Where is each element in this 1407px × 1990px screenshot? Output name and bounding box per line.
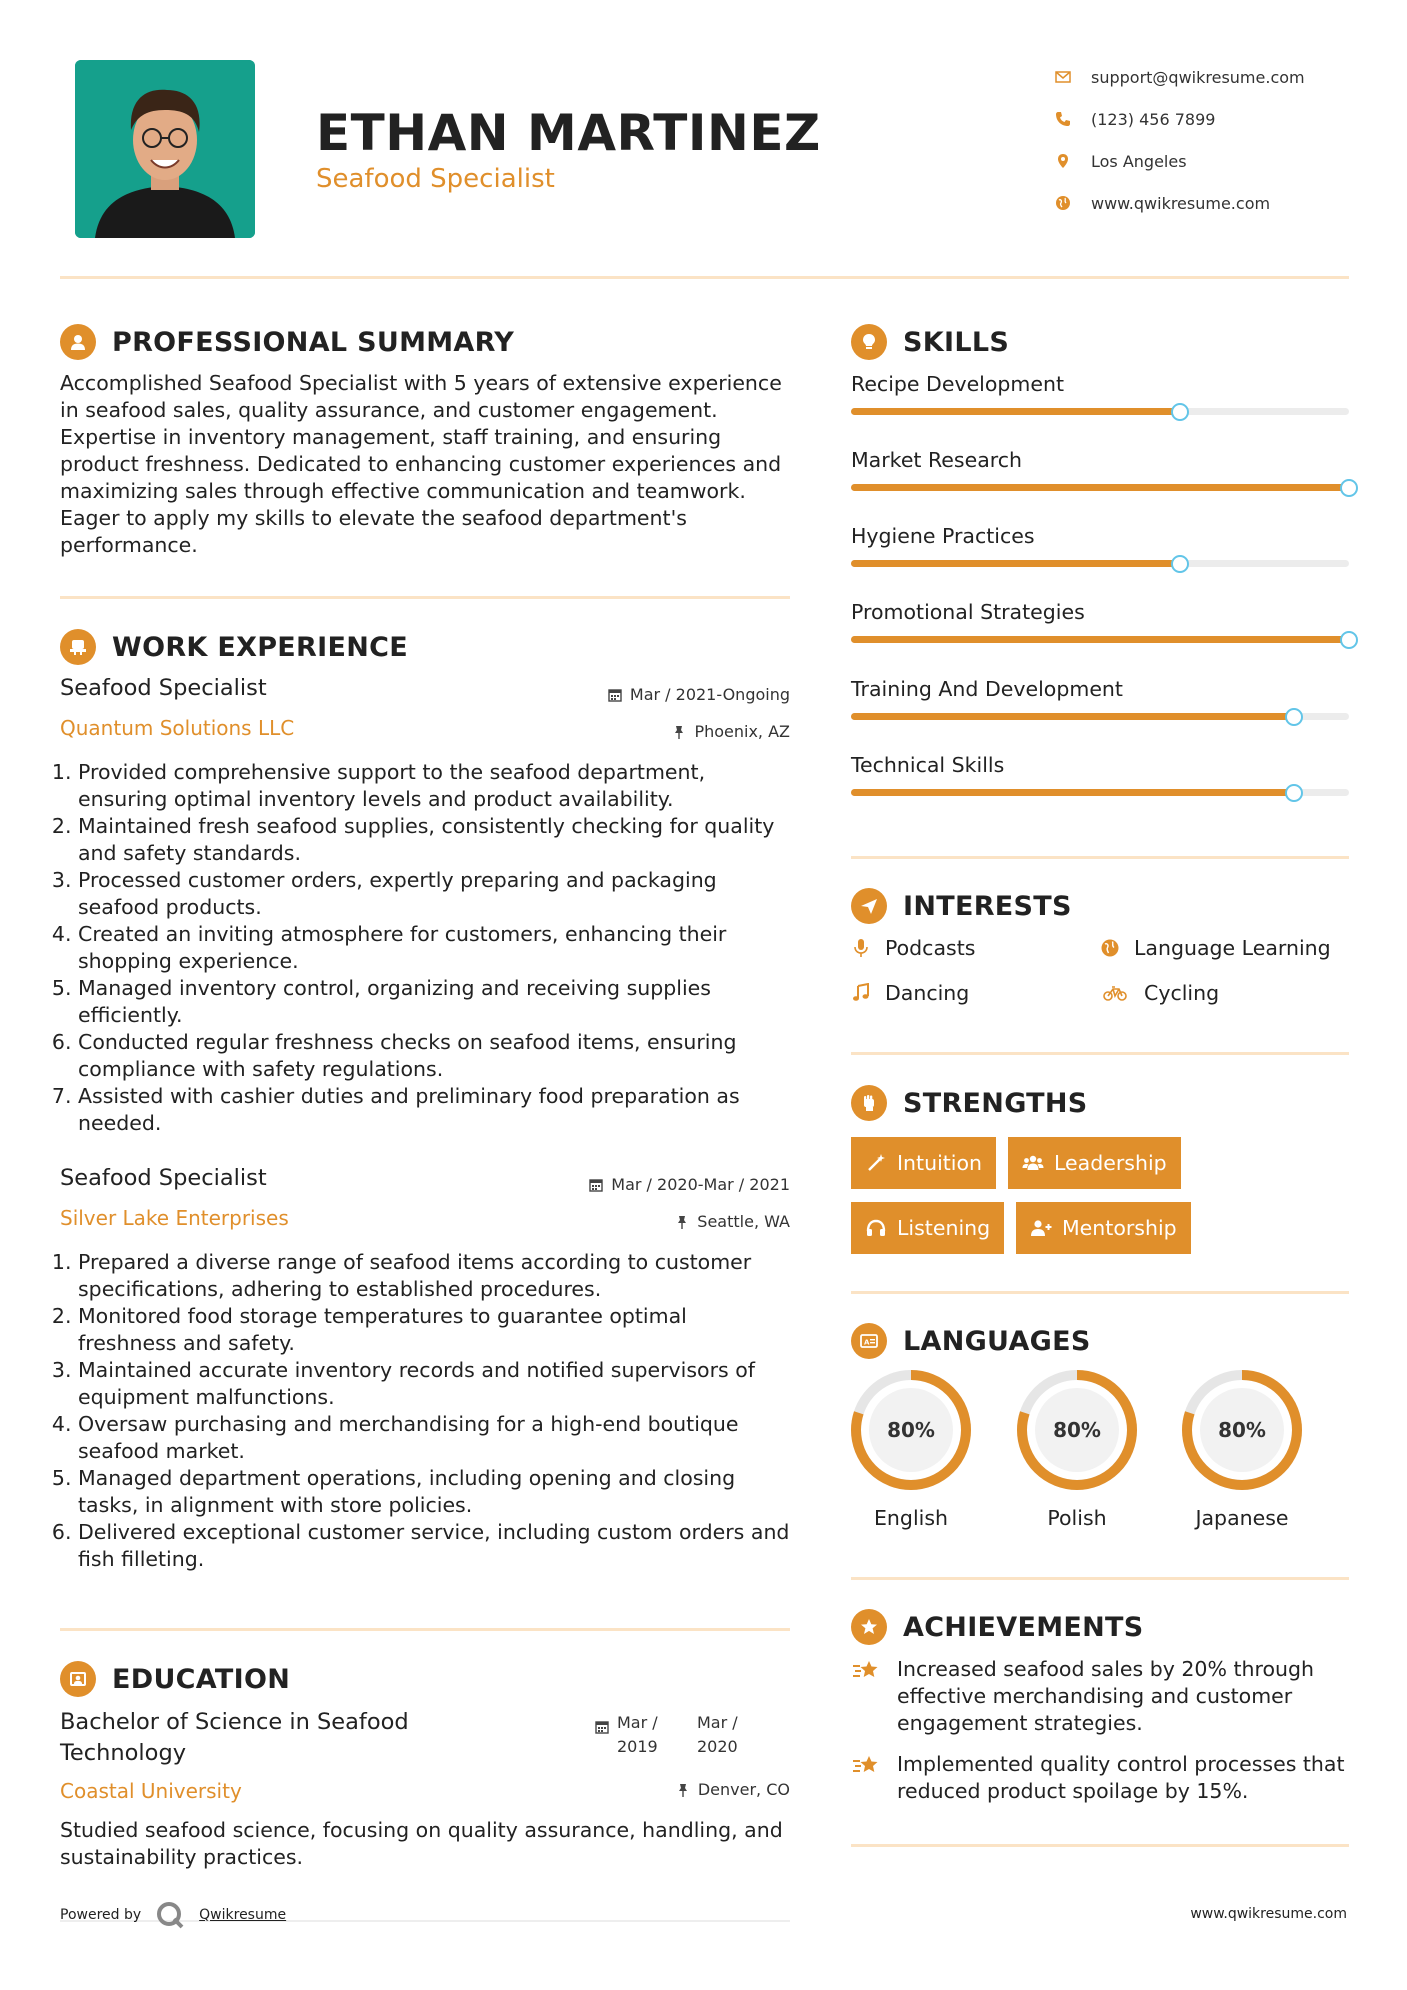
skill-bar-knob xyxy=(1340,631,1358,649)
calendar-icon xyxy=(589,1178,603,1192)
contact-email-text: support@qwikresume.com xyxy=(1091,67,1305,87)
school-name: Coastal University xyxy=(60,1779,242,1803)
job-location xyxy=(675,1212,790,1231)
strength-label: Leadership xyxy=(1054,1151,1167,1175)
strengths-title: STRENGTHS xyxy=(903,1087,1088,1119)
list-item: 1. Provided comprehensive support to the seafood department, ensuring optimal inventory levels and product availability. xyxy=(78,759,790,813)
languages-title: LANGUAGES xyxy=(903,1325,1091,1357)
powered-by-label: Powered by xyxy=(60,1907,142,1923)
user-icon xyxy=(60,324,96,360)
skill-bar-knob xyxy=(1340,479,1358,497)
education-dates xyxy=(595,1711,777,1759)
contact-phone[interactable] xyxy=(1055,98,1385,140)
skill-bar-fill xyxy=(851,560,1180,567)
interest-label: Dancing xyxy=(885,981,970,1005)
user-plus-icon xyxy=(1030,1217,1052,1239)
skill-bar-fill xyxy=(851,636,1349,643)
summary-heading xyxy=(60,324,514,360)
interest-cycling xyxy=(1100,981,1219,1005)
contact-website-text: www.qwikresume.com xyxy=(1091,193,1271,213)
strength-badge-mentorship xyxy=(1016,1202,1191,1254)
degree-title: Bachelor of Science in Seafood Technology xyxy=(60,1709,409,1766)
headphones-icon xyxy=(865,1217,887,1239)
experience-title: WORK EXPERIENCE xyxy=(112,631,408,663)
summary-text: Accomplished Seafood Specialist with 5 years of extensive experience in seafood sales, quality assurance, and customer engagement. Expertise in inventory management, staff training, and ensuring product freshness. Dedicated to enhancing customer experiences and maximizing sales through effective communication and teamwork. Eager to apply my skills to elevate the seafood department's performance. xyxy=(60,371,782,557)
globe-icon xyxy=(1055,195,1091,211)
skill-bar xyxy=(851,789,1349,796)
language-ring xyxy=(849,1368,973,1492)
phone-icon xyxy=(1055,111,1091,127)
language-card-icon xyxy=(851,1323,887,1359)
skill-label: Promotional Strategies xyxy=(851,600,1085,624)
profile-photo xyxy=(75,60,255,238)
interests-divider xyxy=(851,1052,1349,1055)
summary-title: PROFESSIONAL SUMMARY xyxy=(112,326,515,358)
pushpin-icon xyxy=(672,725,686,739)
education-end-month: Mar / xyxy=(697,1713,738,1732)
list-item: 6. Conducted regular freshness checks on seafood items, ensuring compliance with safety regulations. xyxy=(78,1029,790,1083)
list-item: 3. Maintained accurate inventory records and notified supervisors of equipment malfunctions. xyxy=(78,1357,790,1411)
contact-website[interactable] xyxy=(1055,182,1385,224)
languages-divider xyxy=(851,1577,1349,1580)
language-percent: 80% xyxy=(1218,1418,1266,1442)
list-item: 2. Monitored food storage temperatures to guarantee optimal freshness and safety. xyxy=(78,1303,790,1357)
interest-language-learning xyxy=(1100,936,1331,960)
interest-label: Language Learning xyxy=(1134,936,1331,960)
powered-by xyxy=(60,1900,286,1930)
interest-label: Podcasts xyxy=(885,936,976,960)
calendar-icon xyxy=(608,688,622,702)
envelope-icon xyxy=(1055,69,1091,85)
shooting-star-icon xyxy=(851,1751,881,1781)
skill-item xyxy=(851,600,1349,624)
job-title: Seafood Specialist xyxy=(60,1165,267,1191)
pushpin-icon xyxy=(675,1215,689,1229)
map-pin-icon xyxy=(1055,153,1091,169)
job-dates-text: Mar / 2021-Ongoing xyxy=(629,685,790,704)
skill-label: Training And Development xyxy=(851,677,1123,701)
raised-fist-icon xyxy=(851,1085,887,1121)
education-entry xyxy=(60,1707,790,1871)
list-item: 7. Assisted with cashier duties and preliminary food preparation as needed. xyxy=(78,1083,790,1137)
achievement-item xyxy=(851,1751,1349,1805)
skill-bar xyxy=(851,560,1349,567)
experience-heading xyxy=(60,629,408,665)
skill-bar xyxy=(851,636,1349,643)
shooting-star-icon xyxy=(851,1656,881,1686)
achievement-text: Implemented quality control processes that reduced product spoilage by 15%. xyxy=(897,1752,1345,1803)
strength-label: Intuition xyxy=(897,1151,983,1175)
skill-item xyxy=(851,524,1349,548)
education-start-month: Mar / xyxy=(617,1713,658,1732)
achievements-heading xyxy=(851,1609,1144,1645)
education-end-year: 2020 xyxy=(697,1737,738,1756)
skill-item xyxy=(851,372,1349,396)
users-icon xyxy=(1022,1152,1044,1174)
interest-dancing xyxy=(851,981,969,1005)
education-start xyxy=(617,1711,697,1759)
strength-badge-intuition xyxy=(851,1137,996,1189)
job-dates-text: Mar / 2020-Mar / 2021 xyxy=(611,1175,790,1194)
skills-heading xyxy=(851,324,1009,360)
education-location-text: Denver, CO xyxy=(697,1780,790,1799)
star-badge-icon xyxy=(851,1609,887,1645)
list-item: 1. Prepared a diverse range of seafood items according to customer specifications, adhering to established procedures. xyxy=(78,1249,790,1303)
job-entry-1 xyxy=(60,675,790,1137)
interests-title: INTERESTS xyxy=(903,890,1072,922)
skills-title: SKILLS xyxy=(903,326,1010,358)
skill-item xyxy=(851,448,1349,472)
skill-bar-knob xyxy=(1171,555,1189,573)
achievement-text: Increased seafood sales by 20% through effective merchandising and customer engagement strategies. xyxy=(897,1657,1315,1735)
music-note-icon xyxy=(851,983,871,1003)
education-title: EDUCATION xyxy=(112,1663,291,1695)
list-item: 2. Maintained fresh seafood supplies, consistently checking for quality and safety standards. xyxy=(78,813,790,867)
job-dates xyxy=(589,1175,790,1194)
qwikresume-link[interactable]: Qwikresume xyxy=(199,1907,287,1923)
language-name: Polish xyxy=(1047,1506,1107,1530)
achievement-item xyxy=(851,1656,1349,1737)
language-item-japanese xyxy=(1180,1368,1304,1530)
magic-wand-icon xyxy=(865,1152,887,1174)
skill-item xyxy=(851,753,1349,777)
microphone-icon xyxy=(851,938,871,958)
skill-item xyxy=(851,677,1349,701)
lightbulb-icon xyxy=(851,324,887,360)
interest-label: Cycling xyxy=(1144,981,1220,1005)
graduation-icon xyxy=(60,1661,96,1697)
contact-email[interactable] xyxy=(1055,56,1385,98)
job-bullet-list xyxy=(60,759,790,1137)
paper-plane-icon xyxy=(851,888,887,924)
language-percent: 80% xyxy=(1053,1418,1101,1442)
strength-label: Listening xyxy=(897,1216,991,1240)
skill-bar xyxy=(851,408,1349,415)
calendar-icon xyxy=(595,1720,609,1734)
experience-divider xyxy=(60,1628,790,1631)
bicycle-icon xyxy=(1100,983,1130,1003)
list-item: 4. Created an inviting atmosphere for customers, enhancing their shopping experience. xyxy=(78,921,790,975)
skill-bar-fill xyxy=(851,484,1349,491)
job-company: Quantum Solutions LLC xyxy=(60,716,295,740)
strength-badge-leadership xyxy=(1008,1137,1181,1189)
skill-bar xyxy=(851,484,1349,491)
skill-label: Technical Skills xyxy=(851,753,1005,777)
contact-location xyxy=(1055,140,1385,182)
education-location xyxy=(676,1780,790,1799)
candidate-name: ETHAN MARTINEZ xyxy=(316,104,821,162)
skills-divider xyxy=(851,856,1349,859)
globe-icon xyxy=(1100,938,1120,958)
list-item: 4. Oversaw purchasing and merchandising for a high-end boutique seafood market. xyxy=(78,1411,790,1465)
strength-badge-listening xyxy=(851,1202,1004,1254)
language-name: English xyxy=(873,1506,949,1530)
interests-heading xyxy=(851,888,1072,924)
education-start-year: 2019 xyxy=(617,1737,658,1756)
language-ring xyxy=(1180,1368,1304,1492)
education-end xyxy=(697,1711,777,1759)
education-description: Studied seafood science, focusing on quality assurance, handling, and sustainability practices. xyxy=(60,1818,783,1869)
qwikresume-logo-icon xyxy=(155,1900,185,1930)
job-company: Silver Lake Enterprises xyxy=(60,1206,289,1230)
language-item-english xyxy=(849,1368,973,1530)
job-entry-2 xyxy=(60,1165,790,1573)
skill-bar-fill xyxy=(851,713,1294,720)
list-item: 3. Processed customer orders, expertly preparing and packaging seafood products. xyxy=(78,867,790,921)
header-divider xyxy=(60,276,1349,279)
interest-podcasts xyxy=(851,936,975,960)
skill-label: Hygiene Practices xyxy=(851,524,1035,548)
pushpin-icon xyxy=(676,1783,690,1797)
candidate-title: Seafood Specialist xyxy=(316,164,555,194)
language-item-polish xyxy=(1015,1368,1139,1530)
languages-heading xyxy=(851,1323,1091,1359)
language-ring xyxy=(1015,1368,1139,1492)
skill-bar-fill xyxy=(851,789,1294,796)
strengths-divider xyxy=(851,1291,1349,1294)
job-location-text: Phoenix, AZ xyxy=(694,722,790,741)
strength-label: Mentorship xyxy=(1062,1216,1177,1240)
education-heading xyxy=(60,1661,290,1697)
svg-text:A: A xyxy=(864,1338,870,1347)
job-bullet-list xyxy=(60,1249,790,1573)
contact-list xyxy=(1055,56,1385,224)
contact-location-text: Los Angeles xyxy=(1091,151,1187,171)
skill-bar xyxy=(851,713,1349,720)
summary-divider xyxy=(60,596,790,599)
achievements-divider xyxy=(851,1844,1349,1847)
skill-label: Recipe Development xyxy=(851,372,1065,396)
job-title: Seafood Specialist xyxy=(60,675,267,701)
language-percent: 80% xyxy=(887,1418,935,1442)
skill-bar-knob xyxy=(1285,708,1303,726)
list-item: 5. Managed department operations, including opening and closing tasks, in alignment with store policies. xyxy=(78,1465,790,1519)
achievements-title: ACHIEVEMENTS xyxy=(903,1611,1144,1643)
strengths-heading xyxy=(851,1085,1088,1121)
list-item: 5. Managed inventory control, organizing and receiving supplies efficiently. xyxy=(78,975,790,1029)
skill-bar-knob xyxy=(1171,403,1189,421)
skill-bar-knob xyxy=(1285,784,1303,802)
footer-website-link[interactable]: www.qwikresume.com xyxy=(1190,1906,1347,1922)
contact-phone-text: (123) 456 7899 xyxy=(1091,109,1216,129)
job-location-text: Seattle, WA xyxy=(697,1212,790,1231)
skill-label: Market Research xyxy=(851,448,1023,472)
skill-bar-fill xyxy=(851,408,1180,415)
briefcase-icon xyxy=(60,629,96,665)
job-location xyxy=(672,722,790,741)
job-dates xyxy=(608,685,790,704)
list-item: 6. Delivered exceptional customer service, including custom orders and fish filleting. xyxy=(78,1519,790,1573)
language-name: Japanese xyxy=(1195,1506,1289,1530)
